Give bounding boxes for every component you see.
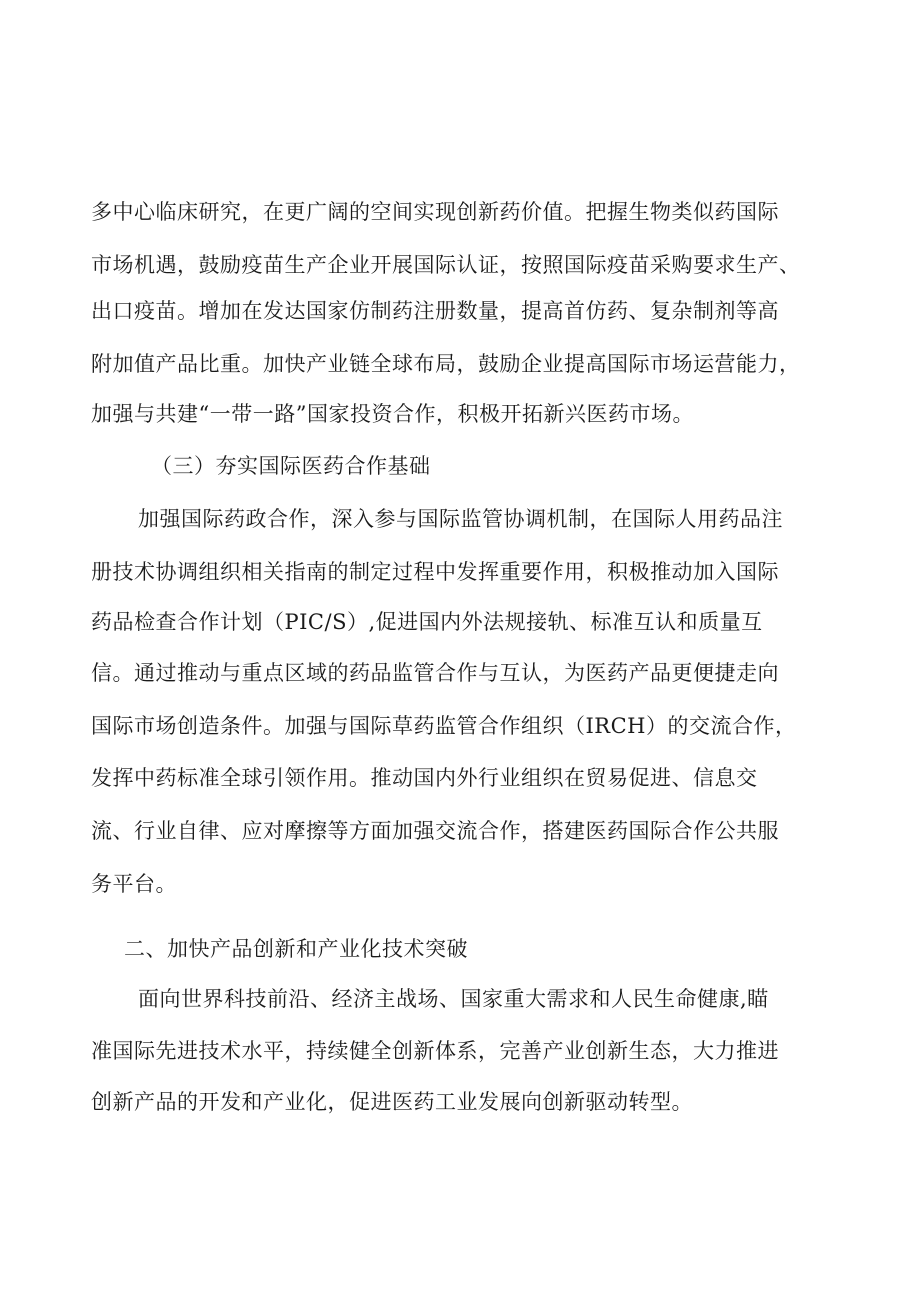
paragraph-line: 发挥中药标准全球引领作用。推动国内外行业组织在贸易促进、信息交	[91, 766, 758, 790]
paragraph-line: 加强国际药政合作，深入参与国际监管协调机制，在国际人用药品注	[138, 507, 783, 531]
paragraph-line: 加强与共建“一带一路”国家投资合作，积极开拓新兴医药市场。	[91, 402, 694, 426]
paragraph-line: 药品检查合作计划（PIC/S）,促进国内外法规接轨、标准互认和质量互	[91, 610, 763, 634]
paragraph-line: 国际市场创造条件。加强与国际草药监管合作组织（IRCH）的交流合作，	[91, 714, 797, 738]
paragraph-line: 准国际先进技术水平，持续健全创新体系，完善产业创新生态，大力推进	[91, 1039, 779, 1063]
section-heading: （三）夯实国际医药合作基础	[151, 454, 431, 478]
paragraph-line: 务平台。	[91, 872, 177, 896]
paragraph-line: 市场机遇，鼓励疫苗生产企业开展国际认证，按照国际疫苗采购要求生产、	[91, 253, 801, 277]
paragraph-line: 附加值产品比重。加快产业链全球布局，鼓励企业提高国际市场运营能力，	[91, 352, 801, 376]
paragraph-line: 信。通过推动与重点区域的药品监管合作与互认，为医药产品更便捷走向	[91, 661, 779, 685]
paragraph-line: 创新产品的开发和产业化，促进医药工业发展向创新驱动转型。	[91, 1090, 693, 1114]
paragraph-line: 面向世界科技前沿、经济主战场、国家重大需求和人民生命健康,瞄	[138, 987, 769, 1011]
paragraph-line: 出口疫苗。增加在发达国家仿制药注册数量，提高首仿药、复杂制剂等高	[91, 299, 779, 323]
chapter-heading: 二、加快产品创新和产业化技术突破	[124, 937, 468, 961]
paragraph-line: 册技术协调组织相关指南的制定过程中发挥重要作用，积极推动加入国际	[91, 560, 779, 584]
paragraph-line: 多中心临床研究，在更广阔的空间实现创新药价值。把握生物类似药国际	[91, 200, 779, 224]
paragraph-line: 流、行业自律、应对摩擦等方面加强交流合作，搭建医药国际合作公共服	[91, 819, 779, 843]
